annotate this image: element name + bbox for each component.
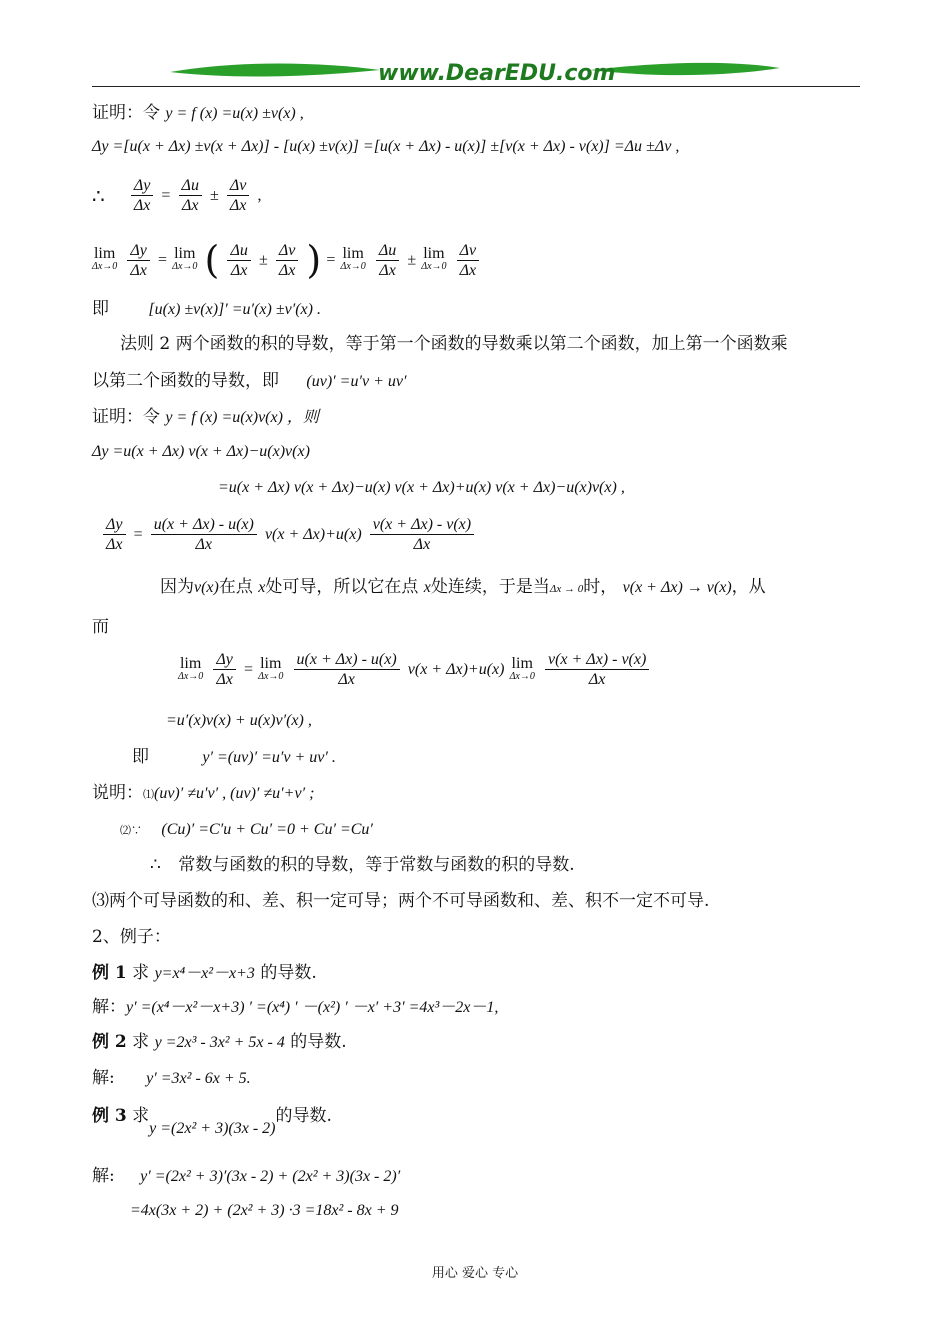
sum-ratio-line: ∴ $\frac{\Delta y}{\Delta x}$ = $\frac{\Delta u}{\Delta x}$ ± $\frac{\Delta v}{\Delta x}$ ,: [92, 177, 262, 214]
solution-1: 解：y′ =(x⁴－x²－x+3) ′ =(x⁴) ′ －(x²) ′ －x′ +3′ =4x³－2x－1,: [92, 997, 499, 1017]
page-footer: 用心 爱心 专心: [431, 1266, 519, 1281]
product-dy-line1: Δy =u(x + Δx) v(x + Δx)−u(x)v(x): [92, 443, 310, 460]
site-name: www.DearEDU.com: [378, 61, 616, 86]
rule2-line2: 以第二个函数的导数，即 (uv)′ =u′v + uv′: [92, 371, 407, 391]
sum-limit-line: lim Δx→0 $\frac{\Delta y}{\Delta x}$ = lim Δx→0 ( $\frac{\Delta u}{\Delta x}$ ± $\frac{\Delta v}{\Delta x}$ ) = lim Δx→0 $\frac{\Delta u}{\Delta x}$ ± lim Δx→0 $\frac{\Delta v}{\Delta x}$: [92, 238, 482, 282]
product-limit-result: =u′(x)v(x) + u(x)v′(x) ,: [166, 712, 312, 729]
example-2: 例 2 求 y =2x³ - 3x² + 5x - 4 的导数.: [92, 1032, 347, 1052]
examples-heading: 2、例子：: [92, 927, 171, 947]
note-1: 说明：⑴(uv)′ ≠u′v′ , (uv)′ ≠u′+v′ ;: [92, 783, 315, 803]
product-proof-intro: 证明：令 y = f (x) =u(x)v(x) ，则: [92, 407, 319, 427]
note-2-conclusion: ∴ 常数与函数的积的导数，等于常数与函数的积的导数.: [150, 855, 575, 875]
left-swoosh-icon: [170, 64, 380, 77]
product-dy-line2: =u(x + Δx) v(x + Δx)−u(x) v(x + Δx)+u(x) v(x + Δx)−u(x)v(x) ,: [218, 479, 625, 496]
product-result: 即 y′ =(uv)′ =u′v + uv′ .: [132, 747, 336, 767]
note-3: ⑶两个可导函数的和、差、积一定可导；两个不可导函数和、差、积不一定不可导.: [92, 891, 710, 911]
example-1: 例 1 求 y=x⁴－x²－x+3 的导数.: [92, 963, 317, 983]
example-3: 例 3 求y =(2x² + 3)(3x - 2)的导数.: [92, 1106, 332, 1137]
solution-2: 解: y′ =3x² - 6x + 5.: [92, 1068, 251, 1088]
note-2: ⑵∵ (Cu)′ =C′u + Cu′ =0 + Cu′ =Cu′: [120, 821, 373, 838]
rule2-line1: 法则 2 两个函数的积的导数，等于第一个函数的导数乘以第二个函数，加上第一个函数乘: [120, 334, 788, 354]
product-because-line: 因为v(x)在点 x处可导，所以它在点 x处连续，于是当Δx → 0时， v(x + Δx) → v(x)，从: [160, 577, 766, 597]
sum-delta-y: Δy =[u(x + Δx) ±v(x + Δx)] - [u(x) ±v(x)] =[u(x + Δx) - u(x)] ±[v(x + Δx) - v(x)] =Δu ±Δv ,: [92, 138, 680, 155]
sum-result: 即 [u(x) ±v(x)]′ =u′(x) ±v′(x) .: [92, 299, 321, 319]
product-ratio-line: $\frac{\Delta y}{\Delta x}$ = $\frac{u(x + \Delta x) - u(x)}{\Delta x}$ v(x + Δx)+u(x) $\frac{v(x + \Delta x) - v(x)}{\Delta x}$: [100, 515, 477, 554]
right-swoosh-icon: [590, 63, 780, 75]
header-banner: [160, 58, 790, 88]
product-limit-line: lim Δx→0 $\frac{\Delta y}{\Delta x}$ = lim Δx→0 $\frac{u(x + \Delta x) - u(x)}{\Delta x}$ v(x + Δx)+u(x) lim Δx→0 $\frac{v(x + \Delta x) - v(x)}{\Delta x}$: [178, 650, 652, 689]
product-cong: 而: [92, 617, 109, 637]
solution-3: 解: y′ =(2x² + 3)′(3x - 2) + (2x² + 3)(3x - 2)′: [92, 1166, 401, 1186]
solution-3-line2: =4x(3x + 2) + (2x² + 3) ·3 =18x² - 8x + 9: [130, 1202, 399, 1219]
header-rule: [92, 86, 860, 87]
sum-proof-intro: 证明：令 y = f (x) =u(x) ±v(x) ,: [92, 103, 304, 123]
